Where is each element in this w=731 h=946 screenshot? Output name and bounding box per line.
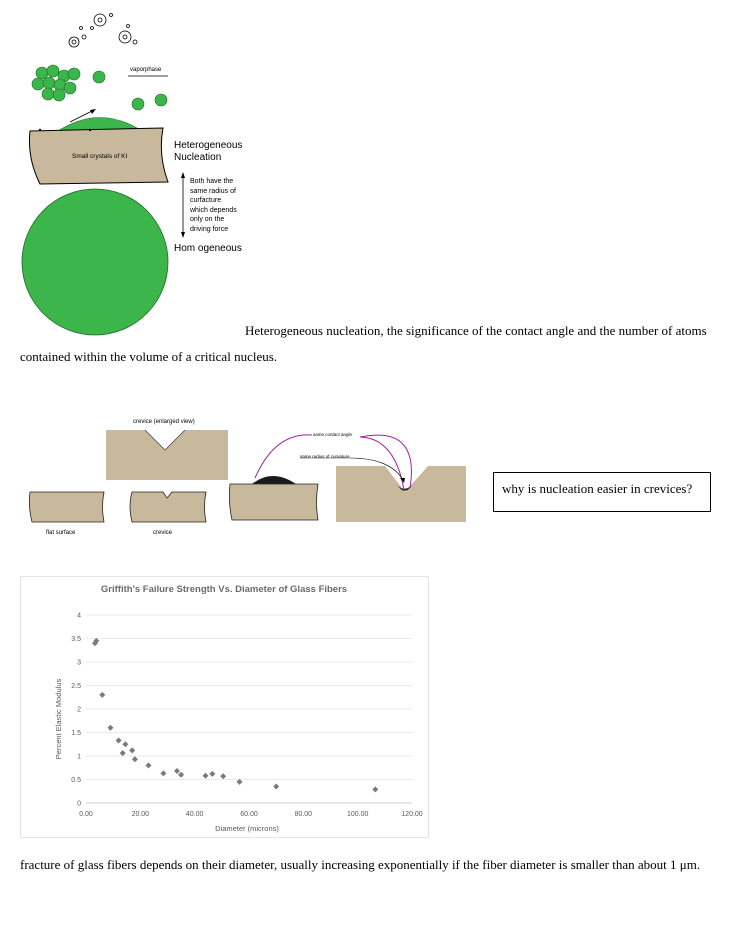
data-point (132, 756, 138, 762)
scatter-chart (21, 577, 428, 837)
y-tick-label: 4 (77, 612, 81, 620)
note-line: which depends (190, 206, 237, 214)
data-point (209, 771, 215, 777)
data-point (203, 773, 209, 779)
crevice-diagram (0, 410, 490, 545)
note-line: only on the (190, 216, 225, 223)
heterogeneous-label-line2: Nucleation (174, 152, 222, 163)
heterogeneous-label (174, 140, 242, 164)
data-point (99, 692, 105, 698)
y-tick-label: 1.5 (71, 730, 81, 737)
y-tick-label: 2.5 (71, 683, 81, 690)
y-tick-label: 0.5 (71, 777, 81, 784)
data-point (129, 747, 135, 753)
paragraph-glass-fibers: fracture of glass fibers depends on their diameter, usually increasing exponentially if the fiber diameter is smaller than about 1 μm. (20, 857, 701, 872)
x-tick-label: 100.00 (346, 811, 369, 818)
note-line: same radius of (190, 187, 236, 195)
x-tick-label: 120.00 (401, 811, 423, 818)
chart-card (20, 576, 429, 838)
x-tick-labels (79, 811, 423, 818)
x-axis-label: Diameter (microns) (215, 824, 279, 833)
x-tick-label: 80.00 (294, 811, 313, 818)
nucleation-diagram (0, 0, 260, 340)
data-point (178, 772, 184, 778)
crevice-label: crevice (153, 530, 173, 536)
data-points (92, 638, 378, 793)
y-tick-label: 3 (77, 659, 81, 667)
y-tick-labels (71, 613, 81, 808)
data-point (145, 762, 151, 768)
radius-note (190, 177, 237, 234)
x-tick-label: 60.00 (240, 811, 258, 818)
heterogeneous-label-line1: Heterogeneous (174, 140, 243, 151)
homogeneous-label: Hom ogeneous (174, 243, 242, 254)
x-tick-label: 0.00 (79, 811, 93, 818)
data-point (372, 786, 378, 792)
vapor-phase-label: vaporphase (130, 67, 162, 73)
chart-title: Griffith's Failure Strength Vs. Diameter of Glass Fibers (100, 584, 348, 595)
enlarged-view-label: crevice (enlarged view) (133, 419, 195, 425)
question-box: why is nucleation easier in crevices? (493, 472, 711, 512)
data-point (120, 750, 126, 756)
x-tick-label: 40.00 (185, 811, 204, 818)
flat-surface-label: flat surface (46, 530, 76, 536)
y-tick-label: 0 (77, 800, 81, 808)
note-line: Both have the (190, 178, 234, 185)
data-point (273, 784, 279, 790)
data-point (107, 725, 113, 731)
gridlines (86, 615, 412, 803)
data-point (220, 773, 226, 779)
y-tick-label: 3.5 (71, 636, 81, 643)
y-tick-label: 1 (77, 753, 81, 761)
data-point (116, 737, 122, 743)
x-tick-label: 20.00 (131, 811, 150, 818)
note-line: driving force (190, 225, 229, 233)
note-line: curfacture (190, 197, 222, 204)
data-point (174, 768, 180, 774)
vapor-molecules (69, 14, 137, 48)
data-point (160, 770, 166, 776)
curvature-label: same radius of curvature (300, 454, 350, 459)
y-axis-label: Percent Elastic Modulus (54, 678, 63, 760)
crystal-label: Small crystals of KI (72, 153, 128, 160)
contact-angle-label: same contact angle (313, 432, 353, 437)
data-point (122, 741, 128, 747)
y-tick-label: 2 (77, 706, 81, 714)
paragraph-heterogeneous: Heterogeneous nucleation, the significance of the contact angle and the number of atoms contained within the volume of a critical nucleus. (20, 323, 707, 364)
